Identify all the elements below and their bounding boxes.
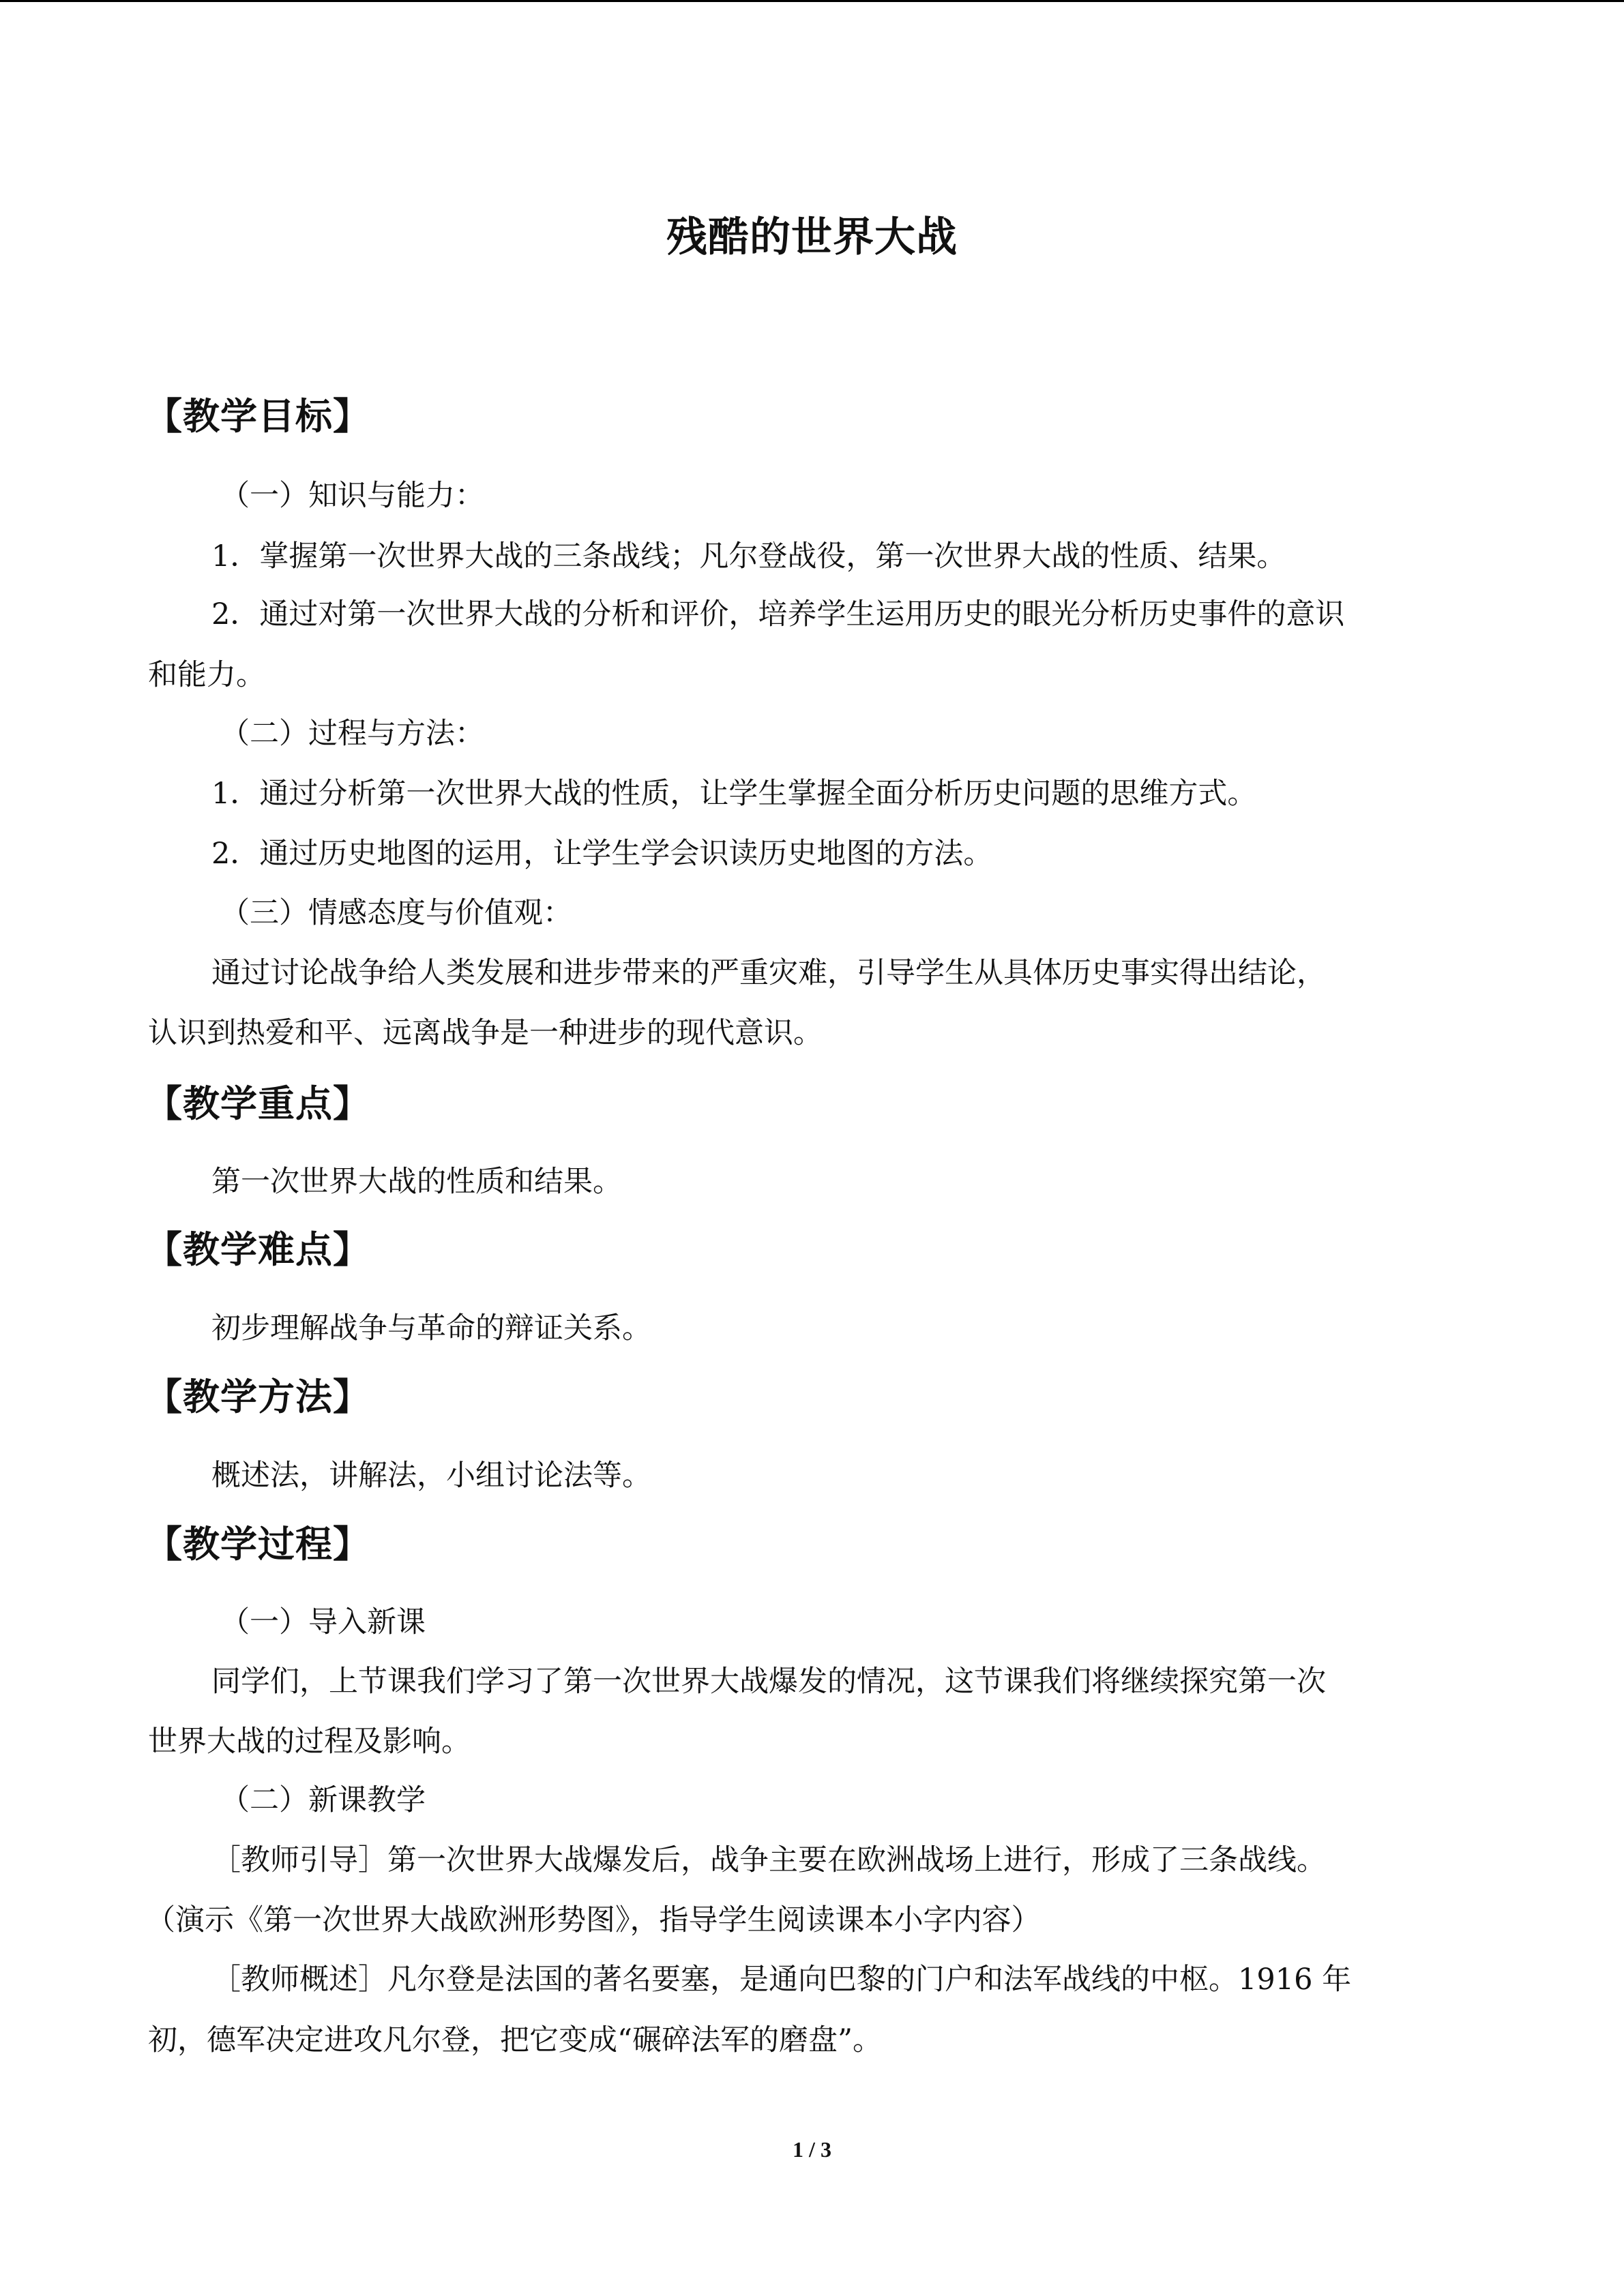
objectives-sub-knowledge: （一）知识与能力： <box>220 479 484 513</box>
heading-difficulties: 【教学难点】 <box>145 1228 370 1271</box>
heading-process: 【教学过程】 <box>145 1523 370 1566</box>
objectives-item-3-line2: 认识到热爱和平、远离战争是一种进步的现代意识。 <box>148 1016 823 1050</box>
objectives-item-1-2-line2: 和能力。 <box>148 658 265 692</box>
objectives-sub-values: （三）情感态度与价值观： <box>220 896 572 930</box>
process-intro-line2: 世界大战的过程及影响。 <box>148 1725 471 1759</box>
key-points-text: 第一次世界大战的性质和结果。 <box>211 1165 622 1199</box>
objectives-sub-process: （二）过程与方法： <box>220 717 484 751</box>
heading-key-points: 【教学重点】 <box>145 1082 370 1125</box>
methods-text: 概述法，讲解法，小组讨论法等。 <box>211 1459 651 1493</box>
process-guide-line1: ［教师引导］第一次世界大战爆发后，战争主要在欧洲战场上进行，形成了三条战线。 <box>211 1843 1326 1877</box>
heading-objectives: 【教学目标】 <box>145 395 370 438</box>
objectives-item-2-1: 1．通过分析第一次世界大战的性质，让学生掌握全面分析历史问题的思维方式。 <box>211 777 1257 811</box>
objectives-item-1-2-line1: 2．通过对第一次世界大战的分析和评价，培养学生运用历史的眼光分析历史事件的意识 <box>211 597 1345 631</box>
top-border-line <box>0 0 1624 2</box>
process-summary-line2: 初，德军决定进攻凡尔登，把它变成“碾碎法军的磨盘”。 <box>148 2023 882 2057</box>
process-summary-line1: ［教师概述］凡尔登是法国的著名要塞，是通向巴黎的门户和法军战线的中枢。1916 年 <box>211 1963 1352 1997</box>
objectives-item-1-1: 1．掌握第一次世界大战的三条战线；凡尔登战役，第一次世界大战的性质、结果。 <box>211 539 1286 573</box>
process-sub-intro: （一）导入新课 <box>220 1605 426 1639</box>
heading-methods: 【教学方法】 <box>145 1375 370 1418</box>
difficulties-text: 初步理解战争与革命的辩证关系。 <box>211 1311 651 1345</box>
document-title: 残酷的世界大战 <box>666 213 958 261</box>
process-intro-line1: 同学们，上节课我们学习了第一次世界大战爆发的情况，这节课我们将继续探究第一次 <box>211 1665 1326 1699</box>
process-guide-line2: （演示《第一次世界大战欧洲形势图》，指导学生阅读课本小字内容） <box>146 1903 1041 1937</box>
page-number: 1 / 3 <box>793 2137 831 2162</box>
process-sub-new-lesson: （二）新课教学 <box>220 1783 426 1817</box>
objectives-item-3-line1: 通过讨论战争给人类发展和进步带来的严重灾难，引导学生从具体历史事实得出结论， <box>211 956 1326 990</box>
objectives-item-2-2: 2．通过历史地图的运用，让学生学会识读历史地图的方法。 <box>211 837 993 871</box>
